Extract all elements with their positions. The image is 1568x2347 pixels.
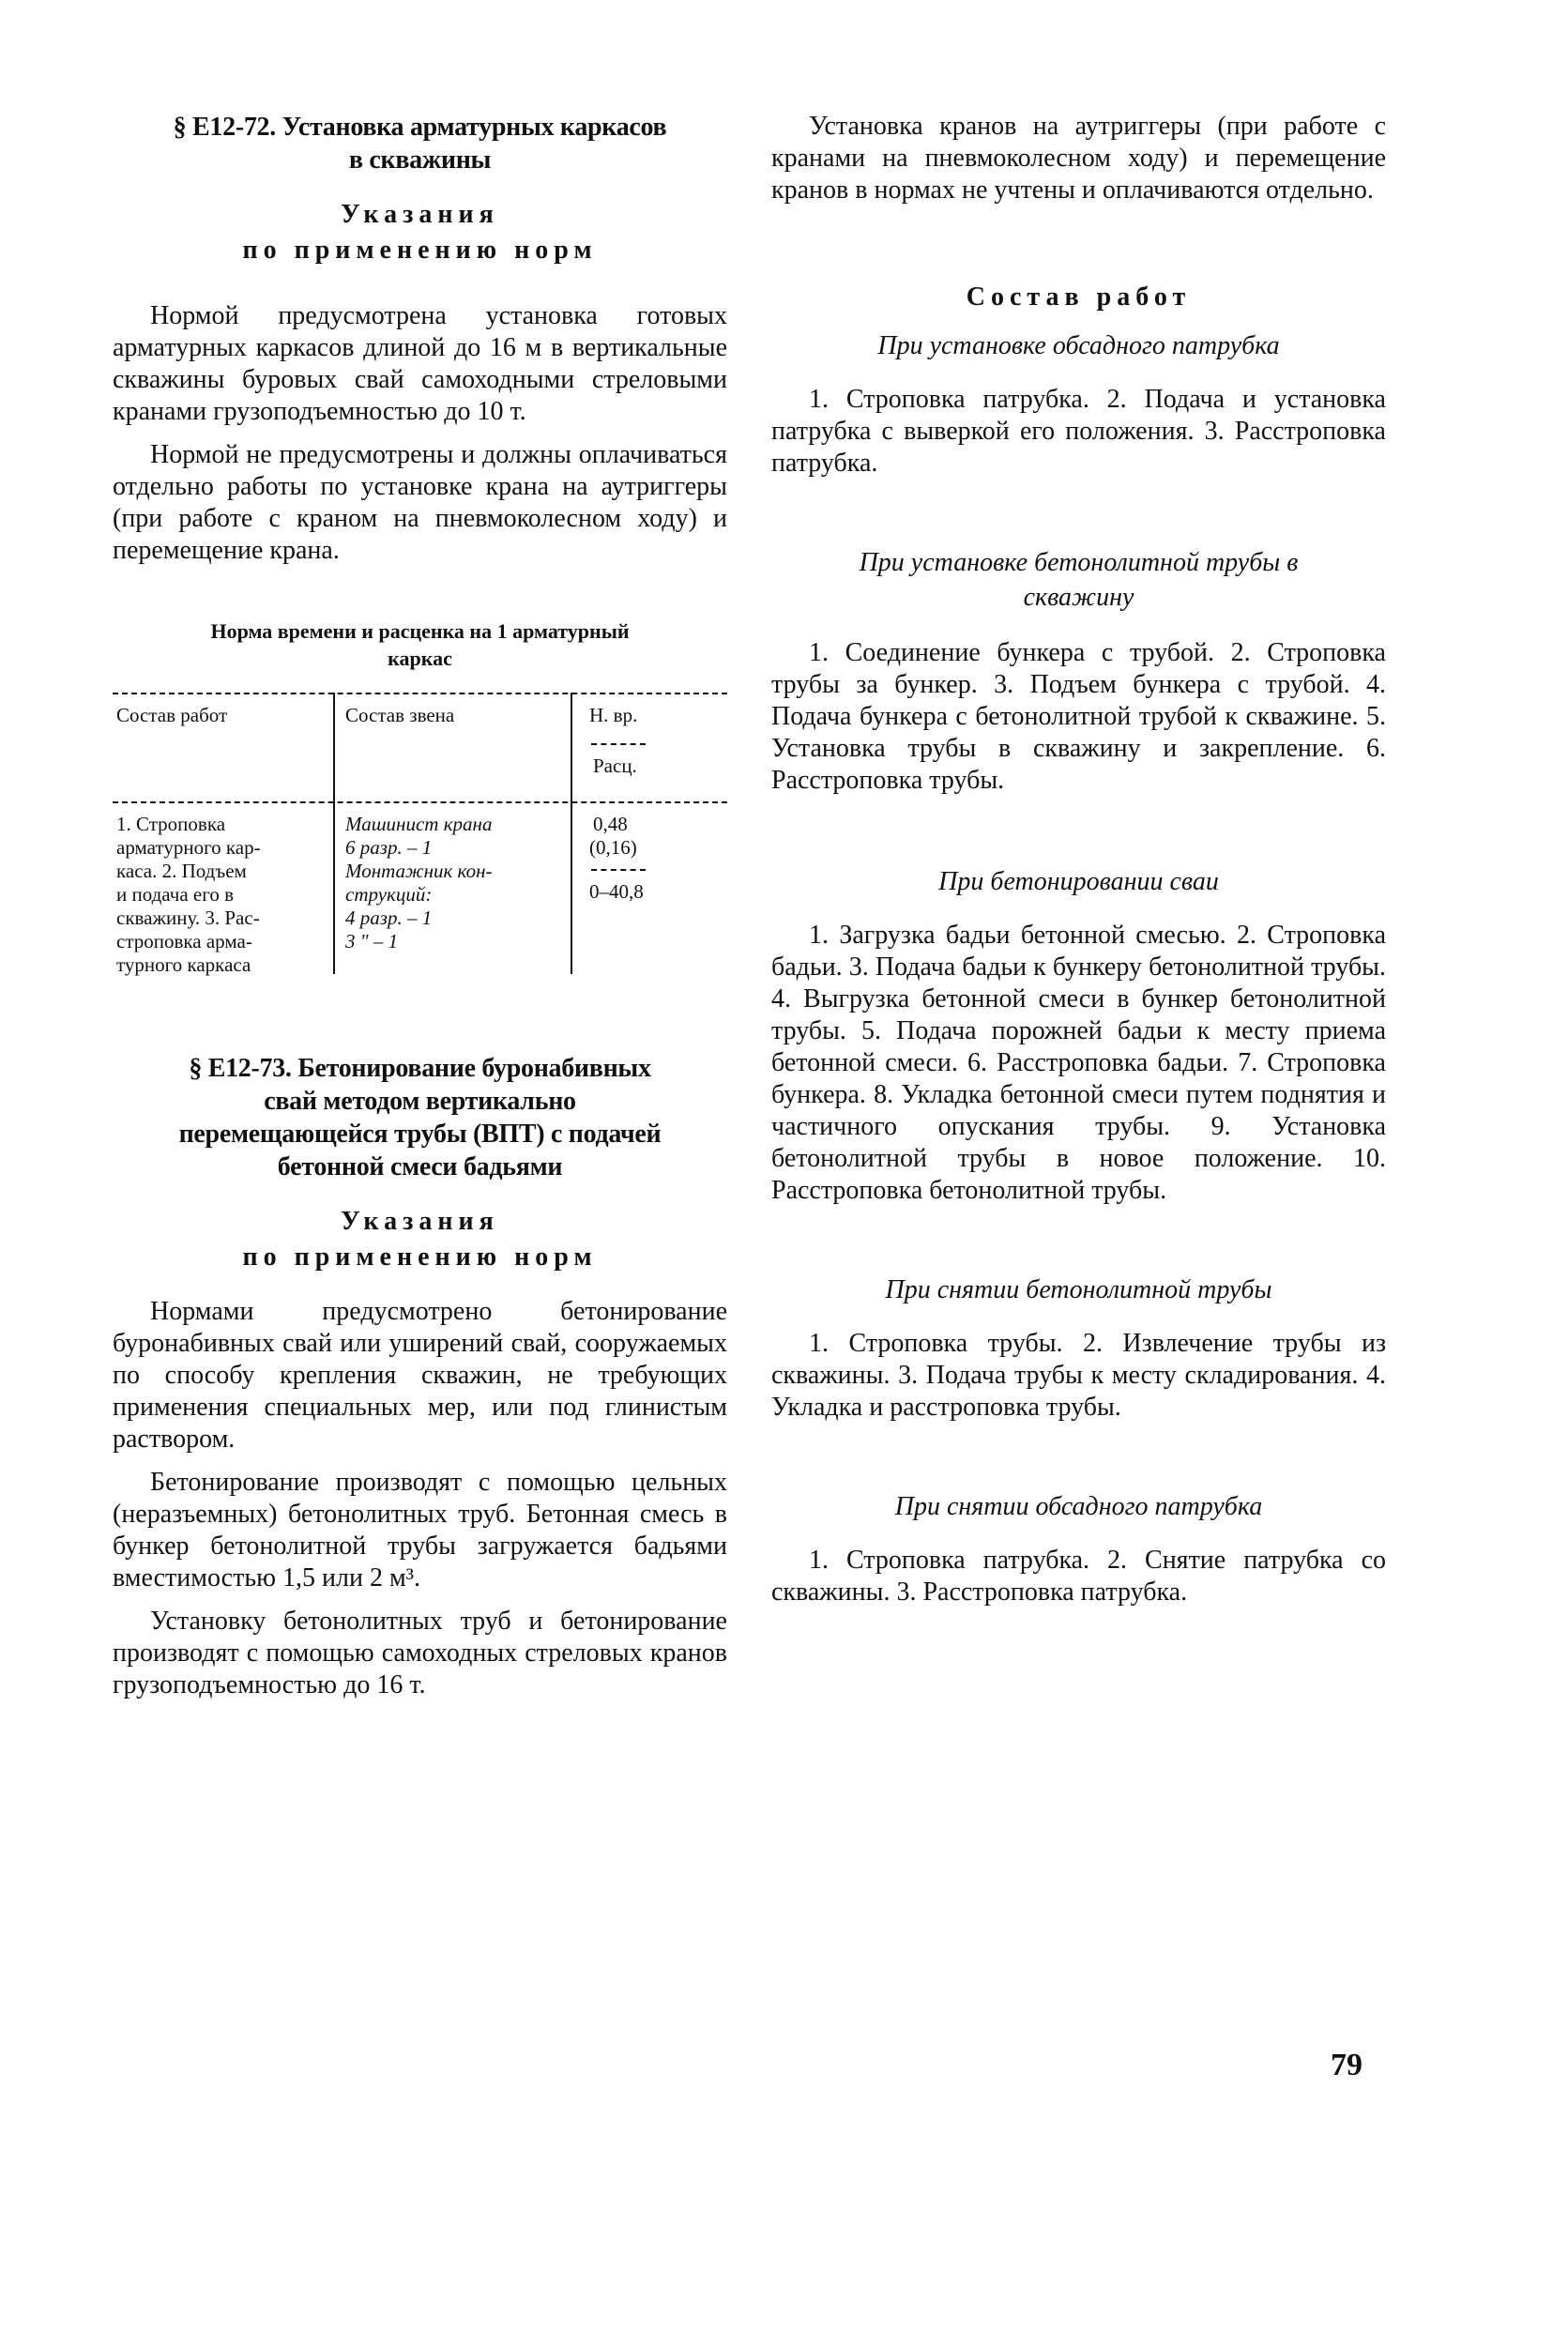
section-title [113, 1052, 727, 1183]
table-cell-line: Монтажник кон- [345, 860, 493, 882]
table-caption [113, 617, 727, 672]
table-header-norm-time: Н. вр. [589, 704, 638, 726]
guidelines-heading-line: по применению норм [242, 1242, 598, 1272]
guidelines-heading [113, 197, 727, 268]
left-column [113, 111, 727, 1701]
table-cell-line: и подача его в [116, 883, 234, 906]
section-e12-72 [113, 111, 727, 979]
table-column-divider [333, 693, 335, 974]
right-column [771, 111, 1386, 1608]
table-cell-norm-time-machine: (0,16) [589, 836, 637, 859]
table-cell-line: каса. 2. Подъем [116, 860, 247, 882]
table-cell-crew [345, 813, 566, 953]
section-title [113, 111, 727, 176]
paragraph: Нормой не предусмотрены и должны оплачиваться отдельно работы по установке крана на аутриггеры (при работе с краном на пневмоколесном ходу) и перемещение крана. [113, 440, 727, 565]
table-column-divider [571, 693, 572, 974]
table-header-separator [591, 743, 646, 745]
subsection-heading: При установке бетонолитной трубы в скважину [859, 548, 1299, 612]
paragraph: 1. Строповка патрубка. 2. Подача и установка патрубка с выверкой его положения. 3. Расстроповка патрубка. [771, 385, 1386, 478]
subsection-heading: При снятии бетонолитной трубы [885, 1275, 1272, 1304]
paragraph: Нормами предусмотрено бетонирование буронабивных свай или уширений свай, сооружаемых по способу крепления скважин, не требующих применения специальных мер, или под глинистым раствором. [113, 1297, 727, 1454]
norm-table [113, 685, 727, 979]
subsection-heading: При снятии обсадного патрубка [894, 1492, 1263, 1521]
work-composition-heading: Состав работ [966, 282, 1192, 312]
table-caption-line: каркас [388, 647, 452, 670]
paragraph: Нормой предусмотрена установка готовых арматурных каркасов длиной до 16 м в вертикальные скважины буровых свай самоходными стреловыми кранами грузоподъемностью до 10 т. [113, 301, 727, 426]
table-cell-work [116, 813, 327, 977]
paragraph: Бетонирование производят с помощью цельных (неразъемных) бетонолитных труб. Бетонная смесь в бункер бетонолитной трубы загружается бадьями вместимостью 1,5 или 2 м³. [113, 1468, 727, 1593]
table-header-work: Состав работ [116, 704, 228, 726]
section-title-line: § Е12-73. Бетонирование буронабивных [189, 1054, 651, 1083]
table-cell-separator [591, 869, 646, 871]
table-cell-line: турного каркаса [116, 953, 251, 976]
paragraph: 1. Строповка патрубка. 2. Снятие патрубка со скважины. 3. Расстроповка патрубка. [771, 1546, 1386, 1607]
section-title-line: § Е12-72. Установка арматурных каркасов [173, 113, 667, 142]
paragraph: 1. Строповка трубы. 2. Извлечение трубы из скважины. 3. Подача трубы к месту складирования. 4. Укладка и расстроповка трубы. [771, 1329, 1386, 1422]
table-cell-line: 1. Строповка [116, 813, 226, 835]
table-cell-line: струкций: [345, 883, 433, 906]
table-header-rule [113, 801, 727, 803]
section-title-line: свай методом вертикально [264, 1087, 576, 1116]
table-header-rate: Расц. [593, 754, 637, 777]
subsection-heading: При бетонировании сваи [938, 867, 1219, 896]
section-e12-73 [113, 1052, 727, 1701]
table-cell-line: 6 разр. – 1 [345, 836, 433, 859]
guidelines-heading [113, 1204, 727, 1275]
guidelines-heading-line: по применению норм [242, 236, 598, 265]
table-top-rule [113, 693, 727, 694]
section-title-line: бетонной смеси бадьями [277, 1152, 563, 1181]
paragraph: 1. Соединение бункера с трубой. 2. Строповка трубы за бункер. 3. Подъем бункера с трубой. 4. Подача бункера с бетонолитной трубой к скважине. 5. Установка трубы в скважину и закрепление. 6. Расстроповка трубы. [771, 638, 1386, 795]
section-title-line: перемещающейся трубы (ВПТ) с подачей [178, 1120, 662, 1149]
guidelines-heading-line: Указания [341, 200, 499, 229]
page-number: 79 [1331, 2048, 1362, 2082]
table-cell-line: строповка арма- [116, 930, 252, 953]
paragraph: Установку бетонолитных труб и бетонирование производят с помощью самоходных стреловых кранов грузоподъемностью до 16 т. [113, 1607, 727, 1699]
table-cell-line: скважину. 3. Рас- [116, 907, 260, 929]
table-cell-line: 4 разр. – 1 [345, 907, 433, 929]
section-title-line: в скважины [348, 145, 492, 175]
table-header-crew: Состав звена [345, 704, 455, 726]
table-cell-norm-time: 0,48 [593, 813, 628, 835]
table-cell-line: 3 " – 1 [345, 930, 399, 953]
paragraph: Установка кранов на аутриггеры (при работе с кранами на пневмоколесном ходу) и перемещение кранов в нормах не учтены и оплачиваются отдельно. [771, 112, 1386, 205]
table-cell-line: арматурного кар- [116, 836, 261, 859]
table-cell-line: Машинист крана [345, 813, 493, 835]
table-caption-line: Норма времени и расценка на 1 арматурный [210, 619, 630, 643]
subsection-heading: При установке обсадного патрубка [877, 331, 1280, 360]
paragraph: 1. Загрузка бадьи бетонной смесью. 2. Строповка бадьи. 3. Подача бадьи к бункеру бетонолитной трубы. 4. Выгрузка бетонной смеси в бункер бетонолитной трубы. 5. Подача порожней бадьи к месту приема бетонной смеси. 6. Расстроповка бадьи. 7. Строповка бункера. 8. Укладка бетонной смеси путем поднятия и частичного опускания трубы. 9. Установка бетонолитной трубы в новое положение. 10. Расстроповка бетонолитной трубы. [771, 921, 1386, 1205]
table-cell-rate: 0–40,8 [589, 880, 644, 903]
guidelines-heading-line: Указания [341, 1207, 499, 1236]
